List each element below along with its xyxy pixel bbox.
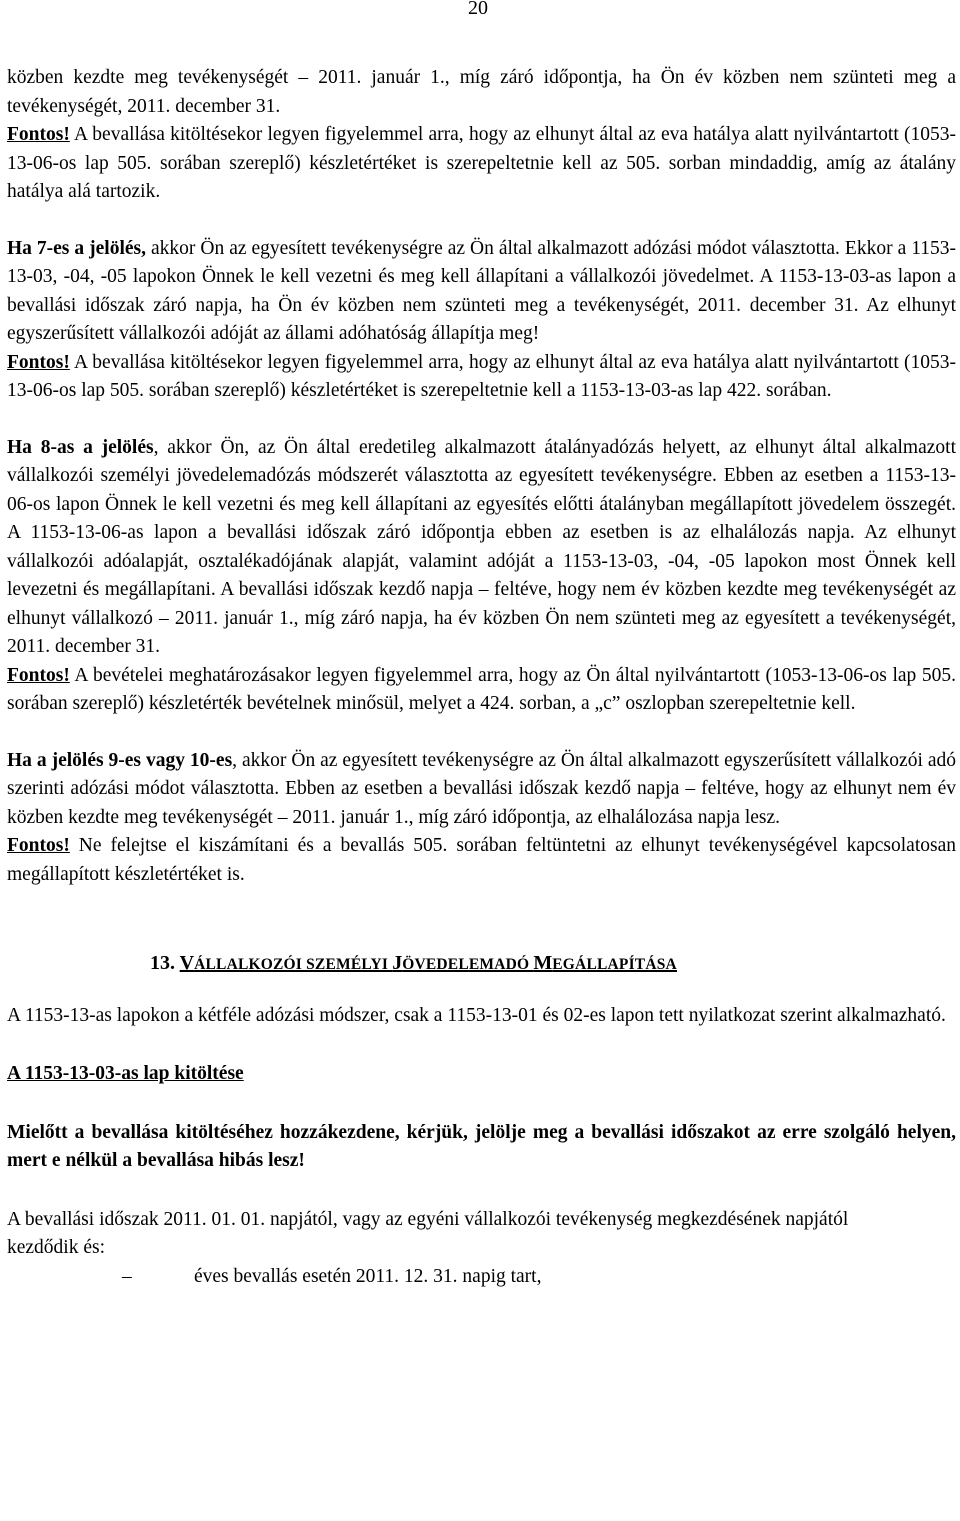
fontos-label: Fontos!	[7, 124, 70, 145]
fontos-label: Fontos!	[7, 351, 70, 373]
page-number: 20	[468, 0, 488, 19]
paragraph-fontos-505	[7, 832, 956, 889]
subheading-text: A 1153-13-03-as lap kitöltése	[7, 1063, 244, 1084]
paragraph-intro	[7, 64, 956, 121]
bold-lead: Ha a jelölés 9-es vagy 10-es	[7, 749, 233, 771]
bold-lead: Ha 7-es a jelölés,	[7, 237, 146, 259]
paragraph-text: Ne felejtse el kiszámítani és a bevallás 505. sorában feltüntetni az elhunyt tevékenységével kapcsolatosan megállapított készletértéket is.	[7, 835, 956, 885]
paragraph-jeloles-7	[7, 235, 956, 349]
fontos-label: Fontos!	[7, 835, 70, 856]
section-heading	[7, 949, 956, 980]
paragraph-fontos-422	[7, 349, 956, 406]
section-title: VÁLLALKOZÓI SZEMÉLYI JÖVEDELEMADÓ MEGÁLLAPÍTÁSA	[179, 952, 677, 974]
subheading	[7, 1060, 956, 1089]
paragraph-text: , akkor Ön, az Ön által eredetileg alkalmazott átalányadózás helyett, az elhunyt által alkalmazott vállalkozói személyi jövedelemadózás módszerét választotta az egyesített tevékenységre. Ebben az esetben a 1153-13-06-os lapon Önnek le kell vezetni és meg kell állapítani az egyesítés előtti átalányban megállapított jövedelem összegét. A 1153-13-06-as lapon a bevallási időszak záró időpontja ebben az esetben is az elhalálozás napja. Az elhunyt vállalkozói adóalapját, osztalékadójának alapját, valamint adóját a 1153-13-03, -04, -05 lapokon most Önnek kell levezetni és megállapítani. A bevallási időszak kezdő napja – feltéve, hogy nem év közben kezdte meg tevékenységét az elhunyt vállalkozó – 2011. január 1., míg záró napja, ha év közben Ön nem szünteti meg az egyesített a tevékenységét, 2011. december 31.	[7, 436, 956, 657]
paragraph-text: A 1153-13-as lapokon a kétféle adózási módszer, csak a 1153-13-01 és 02-es lapon tett nyilatkozat szerint alkalmazható.	[7, 1004, 946, 1026]
paragraph-text: közben kezdte meg tevékenységét – 2011. január 1., míg záró időpontja, ha Ön év közben nem szünteti meg a tevékenységét, 2011. december 31.	[7, 67, 956, 117]
paragraph-jeloles-8	[7, 434, 956, 662]
paragraph-warning	[7, 1119, 956, 1176]
paragraph-methods	[7, 1002, 956, 1031]
paragraph-jeloles-9-10	[7, 747, 956, 833]
dash-bullet: –	[122, 1265, 132, 1287]
paragraph-text: , akkor Ön az egyesített tevékenységre az Ön által alkalmazott egyszerűsített vállalkozói adó szerinti adózási módot választotta. Ebben az esetben a bevallási időszak kezdő napja – feltéve, hogy az elhunyt nem év közben kezdte meg tevékenységét – 2011. január 1., míg záró időpontja, az elhalálozása napja lesz.	[7, 749, 956, 828]
paragraph-fontos-424	[7, 662, 956, 719]
paragraph-text: A bevallása kitöltésekor legyen figyelemmel arra, hogy az elhunyt által az eva hatálya alatt nyilvántartott (1053-13-06-os lap 505. sorában szereplő) készletértéket is szerepeltetnie kell az 505. sorban mindaddig, amíg az átalány hatálya alá tartozik.	[7, 124, 956, 202]
bold-lead: Ha 8-as a jelölés	[7, 436, 154, 458]
paragraph-text: A bevallása kitöltésekor legyen figyelemmel arra, hogy az elhunyt által az eva hatálya alatt nyilvántartott (1053-13-06-os lap 505. sorában szereplő) készletértéket is szerepeltetnie kell a 1153-13-03-as lap 422. sorában.	[7, 351, 956, 401]
paragraph-text: A bevételei meghatározásakor legyen figyelemmel arra, hogy az Ön által nyilvántartott (1053-13-06-os lap 505. sorában szereplő) készletérték bevételnek minősül, melyet a 424. sorban, a „c” oszlopban szerepeltetnie kell.	[7, 664, 956, 714]
fontos-label: Fontos!	[7, 664, 70, 686]
paragraph-text: A bevallási időszak 2011. 01. 01. napjától, vagy az egyéni vállalkozói tevékenység megkezdésének napjától kezdődik és:	[7, 1208, 849, 1258]
paragraph-fontos-eva	[7, 121, 956, 207]
list-item-text: éves bevallás esetén 2011. 12. 31. napig tart,	[194, 1265, 542, 1287]
paragraph-text: Mielőtt a bevallása kitöltéséhez hozzákezdene, kérjük, jelölje meg a bevallási időszakot az erre szolgáló helyen, mert e nélkül a bevallása hibás lesz!	[7, 1121, 956, 1171]
section-number: 13.	[150, 952, 180, 974]
page-body	[7, 64, 956, 1291]
paragraph-text: akkor Ön az egyesített tevékenységre az Ön által alkalmazott adózási módot választotta. Ekkor a 1153-13-03, -04, -05 lapokon Önnek le kell vezetni és meg kell állapítani a vállalkozói jövedelmet. A 1153-13-03-as lapon a bevallási időszak záró napja, ha Ön év közben nem szünteti meg a tevékenységét, 2011. december 31. Az elhunyt egyszerűsített vállalkozói adóját az állami adóhatóság állapítja meg!	[7, 237, 956, 344]
list-item	[7, 1263, 956, 1292]
paragraph-period	[7, 1206, 867, 1263]
